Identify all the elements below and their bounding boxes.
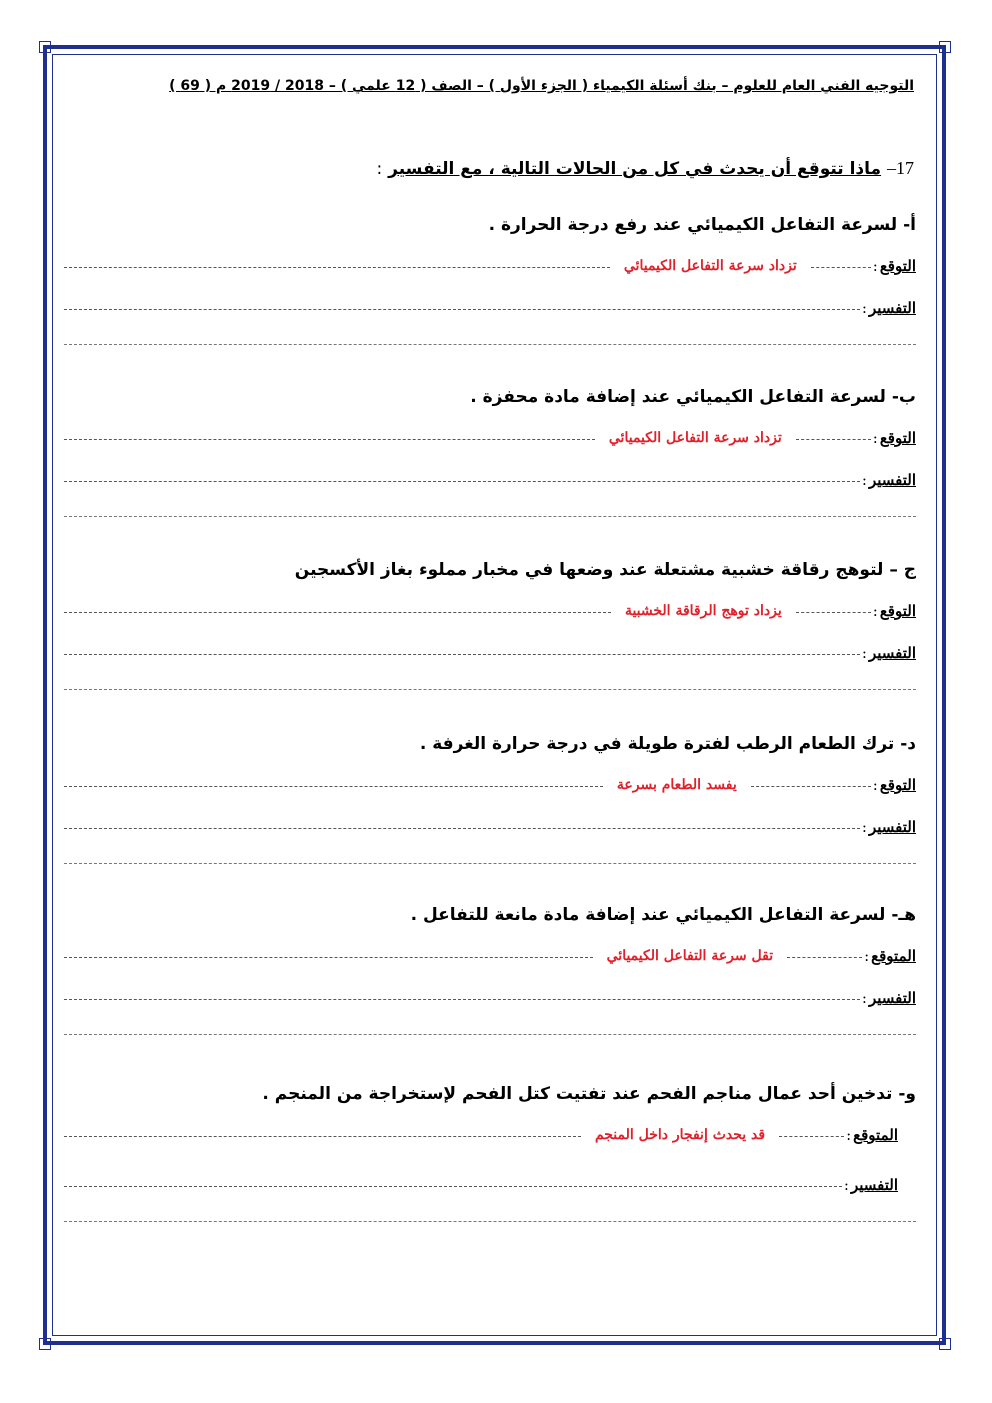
answer-line[interactable] — [64, 344, 916, 345]
expectation-row — [64, 942, 916, 970]
answer-line[interactable] — [64, 1034, 916, 1035]
answer-line[interactable] — [64, 612, 611, 613]
label-colon: : — [861, 471, 867, 489]
answer-line[interactable] — [64, 689, 916, 690]
question-item — [64, 1081, 916, 1222]
answer-line — [796, 439, 871, 440]
label-colon: : — [872, 776, 878, 794]
label-colon: : — [872, 257, 878, 275]
expectation-label: التوقع — [879, 602, 916, 620]
expectation-row — [64, 252, 916, 280]
label-colon: : — [861, 818, 867, 836]
label-colon: : — [846, 1126, 852, 1144]
explanation-label: التفسير — [868, 818, 916, 836]
item-title: هـ- لسرعة التفاعل الكيميائي عند إضافة مادة مانعة للتفاعل . — [410, 905, 916, 925]
label-colon: : — [843, 1176, 849, 1194]
label-colon: : — [872, 429, 878, 447]
answer-line — [751, 786, 871, 787]
label-colon: : — [872, 602, 878, 620]
expectation-row — [64, 597, 916, 625]
corner-ornament — [39, 41, 51, 53]
expectation-answer: قد يحدث إنفجار داخل المنجم — [594, 1127, 766, 1143]
expectation-answer: تقل سرعة التفاعل الكيميائي — [606, 948, 774, 964]
explanation-line[interactable] — [64, 481, 860, 482]
explanation-line[interactable] — [64, 654, 860, 655]
question-text: ماذا تتوقع أن يحدث في كل من الحالات التالية ، مع التفسير — [388, 159, 882, 179]
corner-ornament — [939, 41, 951, 53]
answer-line[interactable] — [64, 863, 916, 864]
explanation-line[interactable] — [64, 1186, 842, 1187]
expectation-label: التوقع — [879, 776, 916, 794]
explanation-row — [64, 294, 916, 322]
expectation-answer: يزداد توهج الرقاقة الخشبية — [624, 603, 782, 619]
expectation-label: المتوقع — [871, 947, 916, 965]
answer-line[interactable] — [64, 267, 610, 268]
answer-line — [787, 957, 862, 958]
expectation-answer: تزداد سرعة التفاعل الكيميائي — [608, 430, 782, 446]
answer-line[interactable] — [64, 439, 595, 440]
question-item — [64, 731, 916, 864]
item-title: و- تدخين أحد عمال مناجم الفحم عند تفتيت كتل الفحم لإستخراجة من المنجم . — [262, 1084, 916, 1104]
answer-line — [796, 612, 871, 613]
explanation-row — [64, 984, 916, 1012]
answer-line[interactable] — [64, 1221, 916, 1222]
item-title: د- ترك الطعام الرطب لفترة طويلة في درجة حرارة الغرفة . — [419, 734, 916, 754]
explanation-label: التفسير — [868, 471, 916, 489]
explanation-line[interactable] — [64, 828, 860, 829]
expectation-row — [64, 771, 916, 799]
expectation-row — [64, 424, 916, 452]
expectation-answer: تزداد سرعة التفاعل الكيميائي — [623, 258, 797, 274]
page-header: التوجيه الفني العام للعلوم – بنك أسئلة الكيمياء ( الجزء الأول ) – الصف ( 12 علمي ) – 2018 / 2019 م ( 69 ) — [169, 78, 914, 94]
label-colon: : — [861, 989, 867, 1007]
question-item — [64, 902, 916, 1035]
label-colon: : — [861, 299, 867, 317]
explanation-label: التفسير — [850, 1176, 898, 1194]
explanation-label: التفسير — [868, 299, 916, 317]
expectation-answer: يفسد الطعام بسرعة — [616, 777, 737, 793]
label-colon: : — [864, 947, 870, 965]
explanation-label: التفسير — [868, 644, 916, 662]
explanation-line[interactable] — [64, 309, 860, 310]
item-title: أ- لسرعة التفاعل الكيميائي عند رفع درجة الحرارة . — [488, 215, 916, 235]
explanation-row — [64, 1171, 916, 1199]
question-colon: : — [376, 159, 383, 179]
answer-line[interactable] — [64, 786, 603, 787]
answer-line — [811, 267, 871, 268]
expectation-label: التوقع — [879, 257, 916, 275]
answer-line — [779, 1136, 844, 1137]
expectation-row — [64, 1121, 916, 1149]
question-item — [64, 212, 916, 345]
label-colon: : — [861, 644, 867, 662]
question-number: 17– — [887, 158, 914, 178]
question-item — [64, 384, 916, 517]
explanation-row — [64, 639, 916, 667]
expectation-label: التوقع — [879, 429, 916, 447]
answer-line[interactable] — [64, 957, 593, 958]
item-title: ب- لسرعة التفاعل الكيميائي عند إضافة مادة محفزة . — [470, 387, 916, 407]
answer-line[interactable] — [64, 516, 916, 517]
question-heading — [376, 158, 914, 179]
question-item — [64, 557, 916, 690]
answer-line[interactable] — [64, 1136, 581, 1137]
corner-ornament — [39, 1338, 51, 1350]
explanation-row — [64, 813, 916, 841]
corner-ornament — [939, 1338, 951, 1350]
explanation-line[interactable] — [64, 999, 860, 1000]
item-title: ج – لتوهج رقاقة خشبية مشتعلة عند وضعها في مخبار مملوء بغاز الأكسجين — [294, 560, 916, 580]
expectation-label: المتوقع — [853, 1126, 898, 1144]
explanation-row — [64, 466, 916, 494]
explanation-label: التفسير — [868, 989, 916, 1007]
